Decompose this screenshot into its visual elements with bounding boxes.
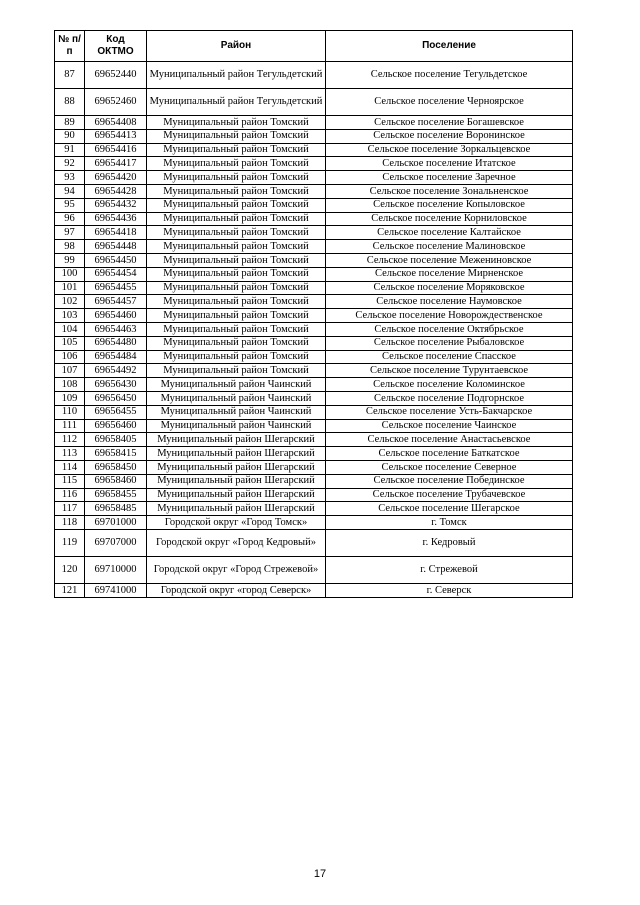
cell-number: 110 [55,405,85,419]
cell-number: 104 [55,322,85,336]
table-row [55,116,573,130]
table-row [55,62,573,89]
cell-oktmo-code: 69654457 [85,295,147,309]
table-row [55,405,573,419]
table-row [55,474,573,488]
cell-settlement: Сельское поселение Октябрьское [326,322,573,336]
cell-district: Муниципальный район Томский [147,143,326,157]
cell-number: 111 [55,419,85,433]
cell-settlement: г. Стрежевой [326,556,573,583]
cell-settlement: Сельское поселение Моряковское [326,281,573,295]
cell-oktmo-code: 69658455 [85,488,147,502]
cell-district: Муниципальный район Томский [147,157,326,171]
cell-district: Муниципальный район Шегарский [147,474,326,488]
cell-oktmo-code: 69656460 [85,419,147,433]
cell-settlement: Сельское поселение Калтайское [326,226,573,240]
cell-district: Муниципальный район Томский [147,198,326,212]
cell-district: Муниципальный район Шегарский [147,447,326,461]
cell-number: 97 [55,226,85,240]
table-header-row [55,31,573,62]
cell-settlement: Сельское поселение Итатское [326,157,573,171]
cell-oktmo-code: 69652460 [85,89,147,116]
cell-district: Муниципальный район Тегульдетский [147,62,326,89]
table-row [55,212,573,226]
cell-oktmo-code: 69656455 [85,405,147,419]
cell-settlement: Сельское поселение Усть-Бакчарское [326,405,573,419]
cell-oktmo-code: 69741000 [85,583,147,597]
cell-oktmo-code: 69654420 [85,171,147,185]
cell-district: Муниципальный район Томский [147,212,326,226]
cell-oktmo-code: 69654432 [85,198,147,212]
table-row [55,281,573,295]
cell-district: Муниципальный район Шегарский [147,488,326,502]
table-row [55,419,573,433]
table-row [55,516,573,530]
table-row [55,253,573,267]
cell-number: 112 [55,433,85,447]
cell-district: Муниципальный район Чаинский [147,378,326,392]
cell-district: Муниципальный район Чаинский [147,419,326,433]
page-number: 17 [313,868,327,880]
cell-district: Муниципальный район Томский [147,336,326,350]
cell-settlement: г. Томск [326,516,573,530]
cell-settlement: Сельское поселение Наумовское [326,295,573,309]
cell-district: Муниципальный район Томский [147,253,326,267]
cell-number: 95 [55,198,85,212]
cell-oktmo-code: 69654413 [85,129,147,143]
cell-oktmo-code: 69654455 [85,281,147,295]
cell-number: 121 [55,583,85,597]
table-row [55,583,573,597]
cell-settlement: Сельское поселение Новорождественское [326,309,573,323]
cell-oktmo-code: 69654450 [85,253,147,267]
cell-oktmo-code: 69707000 [85,529,147,556]
cell-oktmo-code: 69654460 [85,309,147,323]
cell-settlement: Сельское поселение Северное [326,460,573,474]
cell-settlement: Сельское поселение Коломинское [326,378,573,392]
table-row [55,502,573,516]
cell-number: 88 [55,89,85,116]
cell-district: Муниципальный район Томский [147,267,326,281]
cell-number: 92 [55,157,85,171]
table-row [55,129,573,143]
cell-settlement: Сельское поселение Богашевское [326,116,573,130]
cell-number: 98 [55,240,85,254]
cell-oktmo-code: 69654428 [85,184,147,198]
cell-settlement: Сельское поселение Подгорнское [326,391,573,405]
cell-number: 113 [55,447,85,461]
table-body [55,62,573,598]
cell-number: 89 [55,116,85,130]
table-row [55,556,573,583]
cell-number: 119 [55,529,85,556]
cell-district: Муниципальный район Тегульдетский [147,89,326,116]
table-row [55,157,573,171]
cell-oktmo-code: 69654418 [85,226,147,240]
cell-district: Муниципальный район Томский [147,309,326,323]
cell-district: Муниципальный район Шегарский [147,433,326,447]
cell-district: Муниципальный район Томский [147,226,326,240]
cell-settlement: Сельское поселение Шегарское [326,502,573,516]
cell-number: 91 [55,143,85,157]
cell-number: 108 [55,378,85,392]
header-number: № п/п [55,31,85,62]
cell-number: 99 [55,253,85,267]
cell-settlement: Сельское поселение Анастасьевское [326,433,573,447]
cell-settlement: Сельское поселение Корниловское [326,212,573,226]
table-row [55,364,573,378]
cell-number: 106 [55,350,85,364]
cell-settlement: Сельское поселение Малиновское [326,240,573,254]
cell-district: Муниципальный район Томский [147,116,326,130]
cell-number: 114 [55,460,85,474]
cell-oktmo-code: 69654416 [85,143,147,157]
cell-district: Муниципальный район Томский [147,322,326,336]
cell-district: Муниципальный район Шегарский [147,460,326,474]
cell-oktmo-code: 69654436 [85,212,147,226]
cell-settlement: Сельское поселение Заречное [326,171,573,185]
table-row [55,267,573,281]
cell-number: 109 [55,391,85,405]
cell-settlement: Сельское поселение Чаинское [326,419,573,433]
table-row [55,226,573,240]
table-row [55,460,573,474]
header-district: Район [147,31,326,62]
cell-settlement: Сельское поселение Тегульдетское [326,62,573,89]
cell-district: Городской округ «Город Стрежевой» [147,556,326,583]
cell-number: 90 [55,129,85,143]
table-row [55,295,573,309]
cell-number: 94 [55,184,85,198]
cell-district: Городской округ «Город Кедровый» [147,529,326,556]
cell-settlement: Сельское поселение Зональненское [326,184,573,198]
cell-number: 120 [55,556,85,583]
cell-oktmo-code: 69656430 [85,378,147,392]
cell-number: 102 [55,295,85,309]
cell-settlement: Сельское поселение Турунтаевское [326,364,573,378]
cell-number: 100 [55,267,85,281]
header-oktmo-code: Код ОКТМО [85,31,147,62]
cell-district: Муниципальный район Томский [147,281,326,295]
cell-oktmo-code: 69656450 [85,391,147,405]
cell-district: Муниципальный район Томский [147,184,326,198]
cell-settlement: Сельское поселение Спасское [326,350,573,364]
cell-oktmo-code: 69658485 [85,502,147,516]
cell-settlement: Сельское поселение Зоркальцевское [326,143,573,157]
cell-oktmo-code: 69654463 [85,322,147,336]
cell-oktmo-code: 69654484 [85,350,147,364]
cell-settlement: Сельское поселение Копыловское [326,198,573,212]
header-settlement: Поселение [326,31,573,62]
cell-district: Городской округ «Город Томск» [147,516,326,530]
cell-settlement: Сельское поселение Рыбаловское [326,336,573,350]
table-row [55,171,573,185]
cell-number: 87 [55,62,85,89]
cell-district: Муниципальный район Шегарский [147,502,326,516]
cell-number: 117 [55,502,85,516]
cell-oktmo-code: 69701000 [85,516,147,530]
cell-settlement: г. Кедровый [326,529,573,556]
cell-settlement: Сельское поселение Побединское [326,474,573,488]
cell-district: Муниципальный район Чаинский [147,391,326,405]
cell-district: Муниципальный район Томский [147,295,326,309]
cell-settlement: Сельское поселение Межениновское [326,253,573,267]
table-row [55,529,573,556]
cell-number: 116 [55,488,85,502]
cell-settlement: г. Северск [326,583,573,597]
table-row [55,198,573,212]
cell-number: 96 [55,212,85,226]
cell-settlement: Сельское поселение Трубачевское [326,488,573,502]
table-row [55,336,573,350]
cell-oktmo-code: 69654492 [85,364,147,378]
cell-oktmo-code: 69658460 [85,474,147,488]
cell-settlement: Сельское поселение Черноярское [326,89,573,116]
cell-oktmo-code: 69654417 [85,157,147,171]
cell-number: 101 [55,281,85,295]
cell-oktmo-code: 69710000 [85,556,147,583]
cell-oktmo-code: 69654480 [85,336,147,350]
table-row [55,447,573,461]
cell-number: 93 [55,171,85,185]
cell-settlement: Сельское поселение Баткатское [326,447,573,461]
cell-district: Муниципальный район Чаинский [147,405,326,419]
table-row [55,322,573,336]
cell-oktmo-code: 69658415 [85,447,147,461]
cell-district: Муниципальный район Томский [147,364,326,378]
cell-settlement: Сельское поселение Воронинское [326,129,573,143]
cell-district: Муниципальный район Томский [147,240,326,254]
table-row [55,350,573,364]
cell-oktmo-code: 69658450 [85,460,147,474]
cell-district: Муниципальный район Томский [147,171,326,185]
cell-number: 118 [55,516,85,530]
table-row [55,433,573,447]
cell-number: 115 [55,474,85,488]
table-row [55,143,573,157]
cell-district: Муниципальный район Томский [147,129,326,143]
cell-district: Муниципальный район Томский [147,350,326,364]
cell-oktmo-code: 69652440 [85,62,147,89]
cell-number: 107 [55,364,85,378]
table-row [55,184,573,198]
table-row [55,309,573,323]
table-row [55,488,573,502]
table-row [55,89,573,116]
cell-oktmo-code: 69654454 [85,267,147,281]
cell-number: 105 [55,336,85,350]
cell-oktmo-code: 69654408 [85,116,147,130]
cell-settlement: Сельское поселение Мирненское [326,267,573,281]
cell-number: 103 [55,309,85,323]
cell-district: Городской округ «город Северск» [147,583,326,597]
oktmo-table [54,30,573,598]
table-row [55,391,573,405]
cell-oktmo-code: 69658405 [85,433,147,447]
table-row [55,378,573,392]
cell-oktmo-code: 69654448 [85,240,147,254]
table-row [55,240,573,254]
